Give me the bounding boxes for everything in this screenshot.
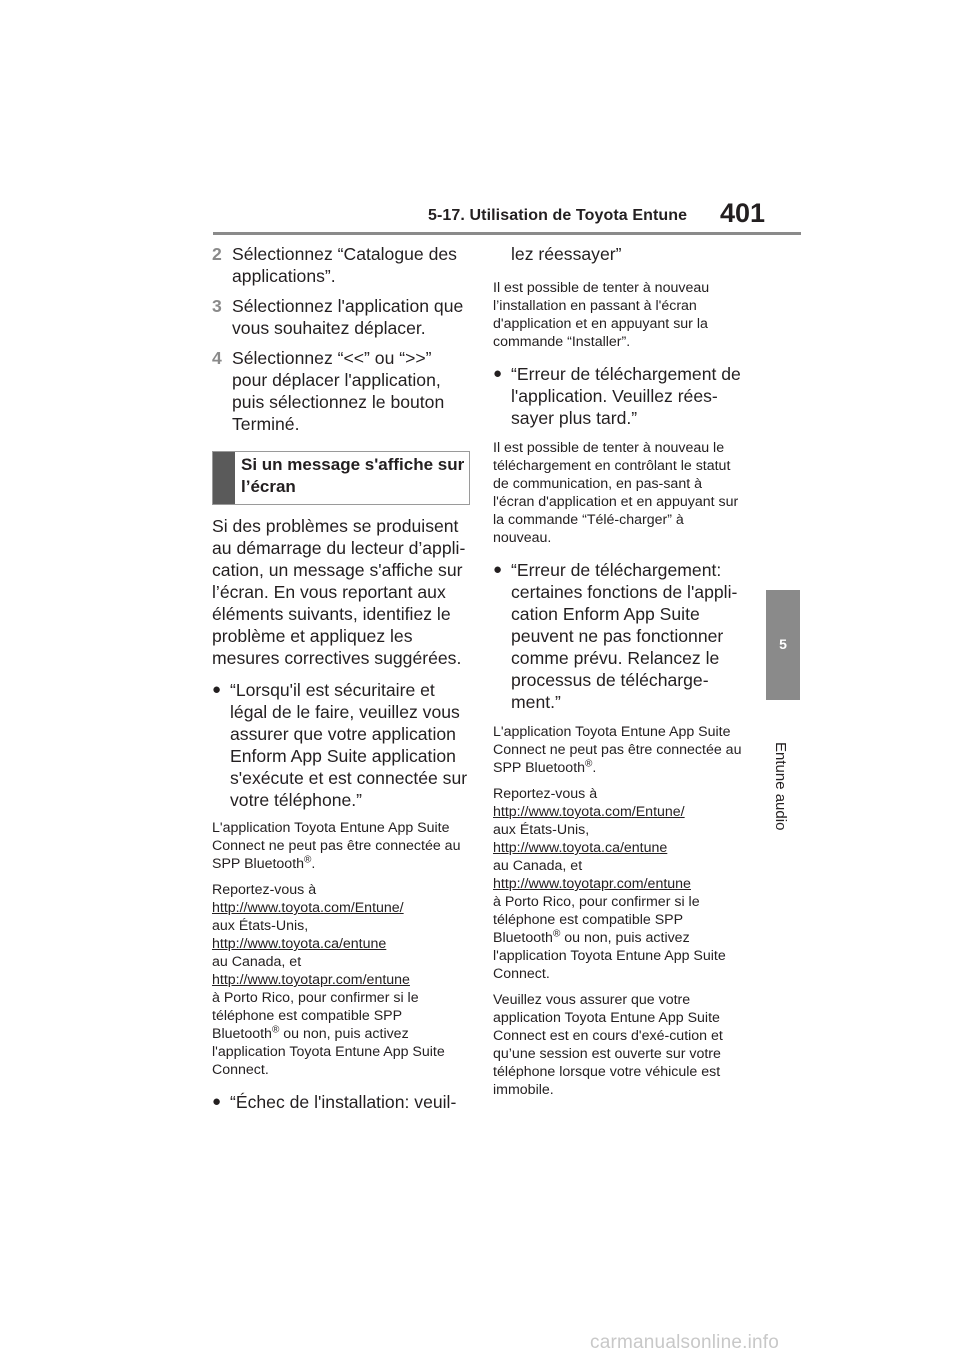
bullet-item: [493, 559, 745, 713]
step-number: 4: [212, 348, 222, 368]
bullet-detail: Il est possible de tenter à nouveau le téléchargement en contrôlant le statut de communication, en pas-sant à l'écran d'application et en appuyant sur la commande “Télé-charger” à nouveau.: [493, 440, 739, 546]
bullet-title: “Erreur de téléchargement: certaines fonctions de l'appli-cation Enform App Suite peuvent ne pas fonctionner comme prévu. Relancez le processus de télécharge-ment.”: [511, 560, 738, 712]
link-us[interactable]: http://www.toyota.com/Entune/: [493, 804, 685, 820]
chapter-label: Entune audio: [772, 742, 789, 831]
bullet-icon: ●: [493, 365, 503, 382]
step-text: Sélectionnez “<<” ou “>>” pour déplacer l'application, puis sélectionnez le bouton Terminé.: [232, 348, 445, 434]
bullet-item: [212, 1091, 470, 1113]
bullet-title: “Erreur de téléchargement de l'application. Veuillez rées-sayer plus tard.”: [511, 364, 741, 428]
header-divider: [213, 232, 801, 235]
step-text: Sélectionnez l'application que vous souhaitez déplacer.: [232, 296, 464, 338]
bullet-icon: ●: [212, 1093, 222, 1110]
right-column: [493, 243, 745, 1107]
info-box-title: Si un message s'affiche sur l’écran: [241, 455, 465, 496]
step-item: [212, 243, 470, 287]
intro-paragraph: Si des problèmes se produisent au démarrage du lecteur d’appli-cation, un message s'affiche sur l’écran. En vous reportant aux éléments suivants, identifiez le problème et appliquez les mesures correctives suggérées.: [212, 516, 466, 668]
link-pr[interactable]: http://www.toyotapr.com/entune: [493, 876, 691, 892]
info-box: [212, 451, 470, 505]
bullet-detail: Il est possible de tenter à nouveau l’installation en passant à l'écran d'application et en appuyant sur la commande “Installer”.: [493, 280, 710, 350]
link-ca[interactable]: http://www.toyota.ca/entune: [493, 840, 668, 856]
step-item: [212, 347, 470, 435]
watermark: carmanualsonline.info: [590, 1332, 780, 1353]
bullet-detail: L'application Toyota Entune App Suite Connect ne peut pas être connectée au SPP Bluetooth®.: [493, 724, 742, 776]
link-us[interactable]: http://www.toyota.com/Entune/: [212, 900, 404, 916]
bullet-item: [212, 679, 470, 811]
bullet-title: “Lorsqu'il est sécuritaire et légal de le faire, veuillez vous assurer que votre application Enform App Suite application s'exécute et est connectée sur votre téléphone.”: [230, 680, 468, 810]
step-number: 2: [212, 244, 222, 264]
page-number: 401: [720, 198, 766, 228]
step-number: 3: [212, 296, 222, 316]
step-item: [212, 295, 470, 339]
bullet-item: [493, 363, 745, 429]
bullet-reference: Reportez-vous à http://www.toyota.com/Entune/ aux États-Unis, http://www.toyota.ca/entune au Canada, et http://www.toyotapr.com/entune à Porto Rico, pour confirmer si le téléphone est compatible SPP Bluetooth® ou non, puis activez l'application Toyota Entune App Suite Connect.: [212, 882, 445, 1078]
bullet-icon: ●: [212, 681, 222, 698]
bullet-title: “Échec de l'installation: veuil-: [230, 1092, 457, 1112]
link-pr[interactable]: http://www.toyotapr.com/entune: [212, 972, 410, 988]
left-column: [212, 243, 470, 1121]
step-text: Sélectionnez “Catalogue des applications”.: [232, 244, 457, 286]
bullet-title-continued: lez réessayer”: [511, 244, 622, 264]
closing-paragraph: Veuillez vous assurer que votre application Toyota Entune App Suite Connect est en cours d'exé-cution et qu’une session est ouverte sur votre téléphone lorsque votre véhicule est immobile.: [493, 992, 723, 1098]
chapter-number: 5: [779, 636, 787, 652]
bullet-detail: L'application Toyota Entune App Suite Connect ne peut pas être connectée au SPP Bluetooth®.: [212, 820, 461, 872]
bullet-reference: Reportez-vous à http://www.toyota.com/Entune/ aux États-Unis, http://www.toyota.ca/entune au Canada, et http://www.toyotapr.com/entune à Porto Rico, pour confirmer si le téléphone est compatible SPP Bluetooth® ou non, puis activez l'application Toyota Entune App Suite Connect.: [493, 786, 726, 982]
bullet-icon: ●: [493, 561, 503, 578]
info-box-bar: [213, 452, 235, 504]
section-title: 5-17. Utilisation de Toyota Entune: [428, 207, 688, 224]
link-ca[interactable]: http://www.toyota.ca/entune: [212, 936, 387, 952]
